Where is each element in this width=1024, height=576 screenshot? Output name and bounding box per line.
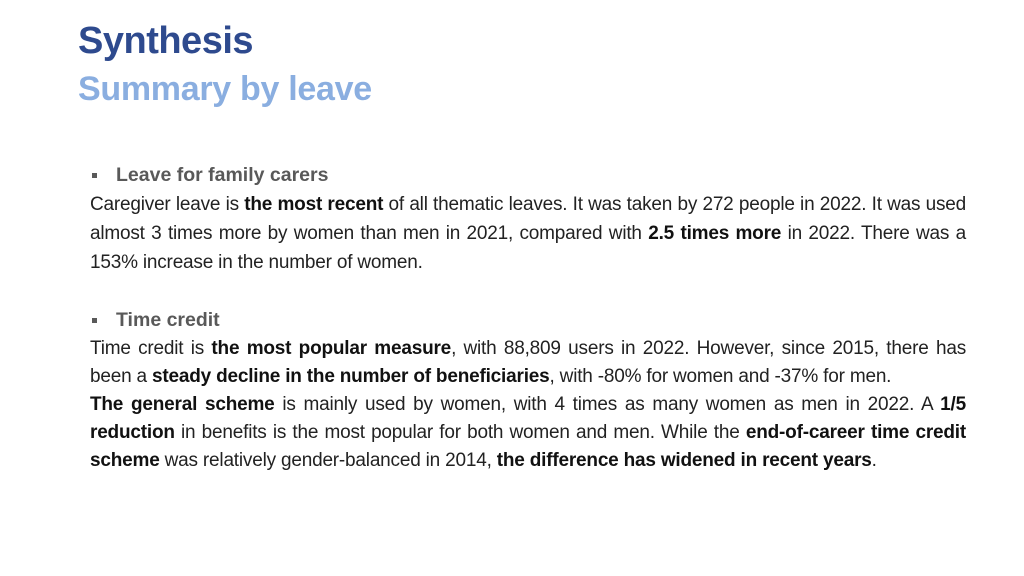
section-paragraph (90, 190, 966, 277)
section-heading-label: Time credit (116, 309, 220, 331)
bold-text-run: 2.5 times more (648, 223, 782, 244)
text-run: Time credit is (90, 338, 212, 359)
bold-text-run: The general scheme (90, 394, 275, 415)
section-heading (90, 160, 966, 190)
section-family-carers (90, 160, 966, 277)
text-run: Caregiver leave is (90, 194, 245, 215)
square-bullet-icon (92, 173, 97, 178)
bold-text-run: the most recent (244, 194, 384, 215)
bold-text-run: steady decline in the number of beneficiaries (152, 366, 550, 387)
square-bullet-icon (92, 318, 97, 323)
bold-text-run: end-of-career time credit scheme (90, 422, 966, 471)
section-paragraph (90, 335, 966, 391)
content-body (90, 160, 966, 475)
text-run: of all thematic leaves. It was taken by 272 people in 2022. It was used almost 3 times more by women than men in 2021, compared with (90, 194, 966, 244)
bold-text-run: the most popular measure (211, 338, 452, 359)
text-run: was relatively gender-balanced in 2014, (159, 450, 497, 471)
text-run: in 2022. There was a 153% increase in the number of women. (90, 223, 966, 273)
section-heading (90, 305, 966, 335)
section-heading-label: Leave for family carers (116, 164, 329, 186)
bold-text-run: 1/5 reduction (90, 394, 966, 443)
section-paragraph (90, 391, 966, 475)
page-title: Synthesis (78, 20, 254, 62)
bold-text-run: the difference has widened in recent years (496, 450, 872, 471)
text-run: , with 88,809 users in 2022. However, since 2015, there has been a (90, 338, 966, 387)
text-run: , with -80% for women and -37% for men. (549, 366, 892, 387)
section-time-credit (90, 305, 966, 475)
text-run: in benefits is the most popular for both women and men. While the (174, 422, 746, 443)
text-run: is mainly used by women, with 4 times as many women as men in 2022. A (274, 394, 941, 415)
text-run: . (871, 450, 877, 471)
page-subtitle: Summary by leave (78, 70, 372, 108)
